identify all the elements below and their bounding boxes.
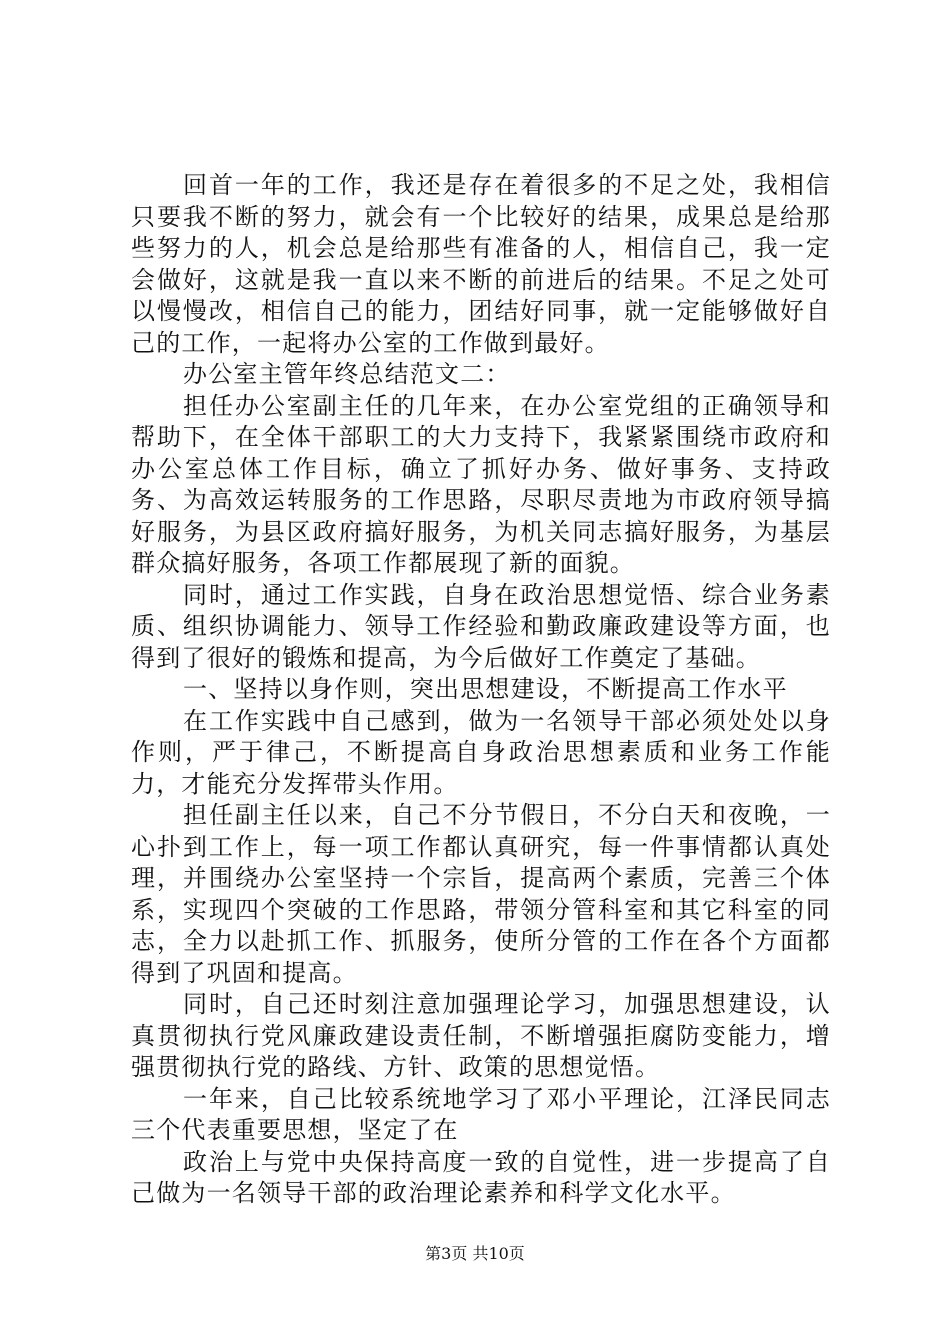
paragraph: 担任副主任以来，自己不分节假日，不分白天和夜晚，一心扑到工作上，每一项工作都认真研究，每一件事情都认真处理，并围绕办公室坚持一个宗旨，提高两个素质，完善三个体系，实现四个突破的工作思路，带领分管科室和其它科室的同志，全力以赴抓工作、抓服务，使所分管的工作在各个方面都得到了巩固和提高。 <box>131 801 831 987</box>
document-body <box>131 170 831 1210</box>
page-footer: 第3页 共10页 <box>425 1244 525 1263</box>
paragraph: 一年来，自己比较系统地学习了邓小平理论，江泽民同志三个代表重要思想，坚定了在 <box>131 1084 831 1144</box>
paragraph: 同时，通过工作实践，自身在政治思想觉悟、综合业务素质、组织协调能力、领导工作经验和勤政廉政建设等方面，也得到了很好的锻炼和提高，为今后做好工作奠定了基础。 <box>131 580 831 672</box>
section-heading: 办公室主管年终总结范文二： <box>183 360 511 388</box>
paragraph: 回首一年的工作，我还是存在着很多的不足之处，我相信只要我不断的努力，就会有一个比较好的结果，成果总是给那些努力的人，机会总是给那些有准备的人，相信自己，我一定会做好，这就是我一直以来不断的前进后的结果。不足之处可以慢慢改，相信自己的能力，团结好同事，就一定能够做好自己的工作，一起将办公室的工作做到最好。 <box>131 171 831 357</box>
section-heading: 一、坚持以身作则，突出思想建设，不断提高工作水平 <box>183 675 788 703</box>
paragraph: 同时，自己还时刻注意加强理论学习，加强思想建设，认真贯彻执行党风廉政建设责任制，不断增强拒腐防变能力，增强贯彻执行党的路线、方针、政策的思想觉悟。 <box>131 990 831 1081</box>
paragraph: 担任办公室副主任的几年来，在办公室党组的正确领导和帮助下，在全体干部职工的大力支持下，我紧紧围绕市政府和办公室总体工作目标，确立了抓好办务、做好事务、支持政务、为高效运转服务的工作思路，尽职尽责地为市政府领导搞好服务，为县区政府搞好服务，为机关同志搞好服务，为基层群众搞好服务，各项工作都展现了新的面貌。 <box>131 391 831 577</box>
paragraph: 在工作实践中自己感到，做为一名领导干部必须处处以身作则，严于律己，不断提高自身政治思想素质和业务工作能力，才能充分发挥带头作用。 <box>131 706 831 798</box>
paragraph: 政治上与党中央保持高度一致的自觉性，进一步提高了自己做为一名领导干部的政治理论素养和科学文化水平。 <box>131 1147 831 1207</box>
